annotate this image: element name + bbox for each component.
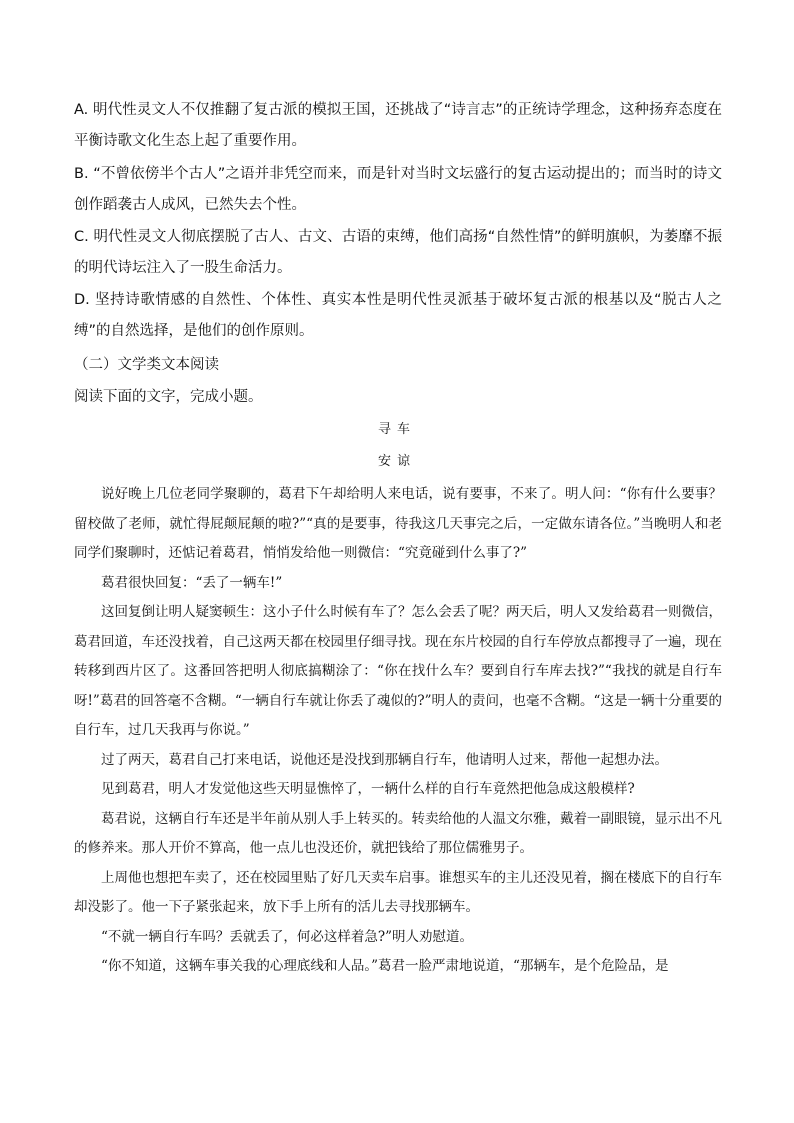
story-body xyxy=(74,480,722,982)
story-paragraph: 过了两天，葛君自己打来电话，说他还是没找到那辆自行车，他请明人过来，帮他一起想办法。 xyxy=(101,751,668,768)
story-paragraph: “不就一辆自行车吗？丢就丢了，何必这样着急?”明人劝慰道。 xyxy=(101,928,474,945)
option-b: B. “不曾依傍半个古人”之语并非凭空而来，而是针对当时文坛盛行的复古运动提出的；而当时的诗文创作蹈袭古人成风，已然失去个性。 xyxy=(74,166,722,213)
option-c: C. 明代性灵文人彻底摆脱了古人、古文、古语的束缚，他们高扬“自然性情”的鲜明旗帜，为萎靡不振的明代诗坛注入了一股生命活力。 xyxy=(74,229,722,276)
story-paragraph: 说好晚上几位老同学聚聊的，葛君下午却给明人来电话，说有要事，不来了。明人问：“你有什么要事？留校做了老师，就忙得屁颠屁颠的啦?”“真的是要事，待我这几天事完之后，一定做东请各位。”当晚明人和老同学们聚聊时，还惦记着葛君，悄悄发给他一则微信：“究竟碰到什么事了?” xyxy=(74,486,722,561)
story-paragraph: 上周他也想把车卖了，还在校园里贴了好几天卖车启事。谁想买车的主儿还没见着，搁在楼底下的自行车却没影了。他一下子紧张起来，放下手上所有的活儿去寻找那辆车。 xyxy=(74,869,722,915)
option-a: A. 明代性灵文人不仅推翻了复古派的模拟王国，还挑战了“诗言志”的正统诗学理念，这种扬弃态度在平衡诗歌文化生态上起了重要作用。 xyxy=(74,102,722,149)
section-instruction: 阅读下面的文字，完成小题。 xyxy=(74,389,263,405)
story-paragraph: 见到葛君，明人才发觉他这些天明显憔悴了，一辆什么样的自行车竟然把他急成这般模样? xyxy=(101,781,635,797)
story-title: 寻车 xyxy=(377,422,416,437)
story-author: 安谅 xyxy=(377,454,416,469)
story-paragraph: 葛君说，这辆自行车还是半年前从别人手上转买的。转卖给他的人温文尔雅，戴着一副眼镜，显示出不凡的修养来。那人开价不算高，他一点儿也没还价，就把钱给了那位儒雅男子。 xyxy=(74,810,722,856)
story-paragraph: 这回复倒让明人疑窦顿生：这小子什么时候有车了？怎么会丢了呢？两天后，明人又发给葛君一则微信，葛君回道，车还没找着，自己这两天都在校园里仔细寻找。现在东片校园的自行车停放点都搜寻了一遍，现在转移到西片区了。这番回答把明人彻底搞糊涂了：“你在找什么车？要到自行车库去找?”“我找的就是自行车呀!”葛君的回答毫不含糊。“一辆自行车就让你丢了魂似的?”明人的责问，也毫不含糊。“这是一辆十分重要的自行车，过几天我再与你说。” xyxy=(74,604,722,738)
section-title: （二）文学类文本阅读 xyxy=(74,357,219,373)
option-d: D. 坚持诗歌情感的自然性、个体性、真实本性是明代性灵派基于破坏复古派的根基以及“脱古人之缚”的自然选择，是他们的创作原则。 xyxy=(74,292,722,339)
story-paragraph: 葛君很快回复：“丢了一辆车!” xyxy=(101,574,283,591)
story-paragraph: “你不知道，这辆车事关我的心理底线和人品。”葛君一脸严肃地说道，“那辆车，是个危险品，是 xyxy=(101,958,669,974)
